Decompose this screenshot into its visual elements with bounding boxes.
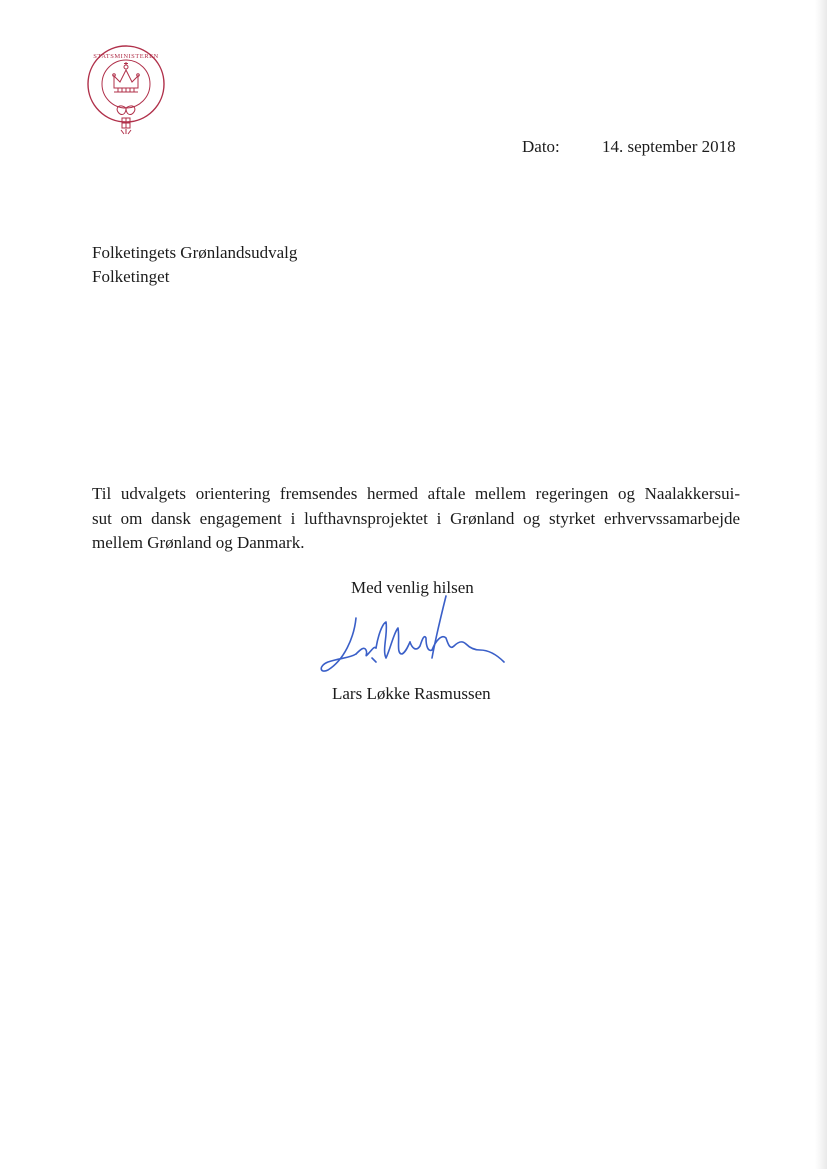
body-line: sut om dansk engagement i lufthavnsprojektet i Grønland og styrket erhvervssamarbejde <box>92 508 740 528</box>
signature-mark <box>316 588 512 680</box>
page-edge-shadow <box>815 0 827 1169</box>
recipient-line: Folketinget <box>92 267 170 286</box>
recipient-line: Folketingets Grønlandsudvalg <box>92 243 298 262</box>
statsministeren-seal <box>84 44 168 136</box>
date-value: 14. september 2018 <box>602 137 736 156</box>
letter-body <box>92 482 740 556</box>
closing-greeting: Med venlig hilsen <box>351 578 474 597</box>
date-label: Dato: <box>522 137 560 156</box>
signer-name: Lars Løkke Rasmussen <box>332 684 491 703</box>
body-line: Til udvalgets orientering fremsendes hermed aftale mellem regeringen og Naalakkersui- <box>92 484 740 503</box>
recipient-block <box>92 241 297 289</box>
seal-lettering: STATSMINISTEREN <box>93 53 159 60</box>
body-line: mellem Grønland og Danmark. <box>92 533 305 552</box>
